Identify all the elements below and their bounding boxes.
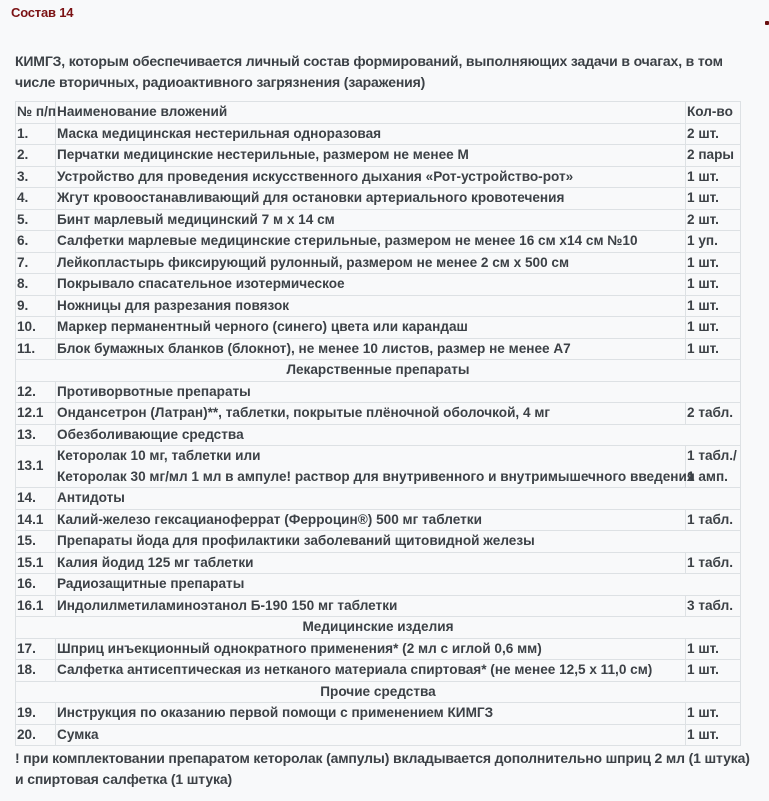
column-header-num: № п/п bbox=[16, 102, 56, 124]
item-qty: 2 табл. bbox=[686, 403, 741, 425]
item-name: Индолилметиламиноэтанол Б-190 150 мг таблетки bbox=[56, 595, 686, 617]
section-label: Медицинские изделия bbox=[16, 617, 741, 639]
row-number: 12. bbox=[16, 381, 56, 403]
group-name: Радиозащитные препараты bbox=[56, 574, 741, 596]
table-row bbox=[16, 317, 741, 339]
group-name: Препараты йода для профилактики заболеваний щитовидной железы bbox=[56, 531, 741, 553]
item-qty bbox=[686, 446, 741, 488]
item-name: Маска медицинская нестерильная одноразовая bbox=[56, 123, 686, 145]
group-row bbox=[16, 574, 741, 596]
column-header-qty: Кол-во bbox=[686, 102, 741, 124]
table-row bbox=[16, 274, 741, 296]
item-name: Лейкопластырь фиксирующий рулонный, размером не менее 2 см х 500 см bbox=[56, 252, 686, 274]
item-qty: 1 шт. bbox=[686, 638, 741, 660]
row-number: 12.1 bbox=[16, 403, 56, 425]
row-number: 15. bbox=[16, 531, 56, 553]
item-qty: 1 шт. bbox=[686, 166, 741, 188]
table-header-row bbox=[16, 102, 741, 124]
item-name-line: Кеторолак 30 мг/мл 1 мл в ампуле! раствор для внутривенного и внутримышечного введения bbox=[57, 468, 695, 484]
item-name: Калия йодид 125 мг таблетки bbox=[56, 552, 686, 574]
row-number: 19. bbox=[16, 703, 56, 725]
section-label: Прочие средства bbox=[16, 681, 741, 703]
item-qty: 1 шт. bbox=[686, 724, 741, 746]
item-name: Блок бумажных бланков (блокнот), не менее 10 листов, размер не менее А7 bbox=[56, 338, 686, 360]
item-name: Салфетка антисептическая из нетканого материала спиртовая* (не менее 12,5 х 11,0 см) bbox=[56, 660, 686, 682]
group-row bbox=[16, 488, 741, 510]
row-number: 18. bbox=[16, 660, 56, 682]
table-row bbox=[16, 446, 741, 488]
row-number: 6. bbox=[16, 231, 56, 253]
item-qty: 1 шт. bbox=[686, 660, 741, 682]
item-qty-line: 1 амп. bbox=[687, 468, 728, 484]
footnote: ! при комплектовании препаратом кеторолак (ампулы) вкладывается дополнительно шприц 2 мл (1 штука) и спиртовая салфетка (1 штука) bbox=[15, 750, 750, 787]
page-title: Состав 14 bbox=[11, 5, 74, 20]
item-name: Ножницы для разрезания повязок bbox=[56, 295, 686, 317]
row-number: 9. bbox=[16, 295, 56, 317]
item-name: Перчатки медицинские нестерильные, размером не менее М bbox=[56, 145, 686, 167]
group-row bbox=[16, 381, 741, 403]
intro-text: КИМГЗ, которым обеспечивается личный состав формирований, выполняющих задачи в очагах, в том числе вторичных, радиоактивного загрязнения (заражения) bbox=[15, 53, 723, 90]
table-row bbox=[16, 509, 741, 531]
item-name: Салфетки марлевые медицинские стерильные, размером не менее 16 см х14 см №10 bbox=[56, 231, 686, 253]
section-label: Лекарственные препараты bbox=[16, 360, 741, 382]
item-qty: 2 пары bbox=[686, 145, 741, 167]
table-row bbox=[16, 188, 741, 210]
table-row bbox=[16, 338, 741, 360]
row-number: 15.1 bbox=[16, 552, 56, 574]
row-number: 14. bbox=[16, 488, 56, 510]
item-qty-line: 1 табл./ bbox=[687, 448, 737, 463]
group-row bbox=[16, 531, 741, 553]
row-number: 4. bbox=[16, 188, 56, 210]
item-qty: 1 шт. bbox=[686, 188, 741, 210]
item-qty: 1 шт. bbox=[686, 295, 741, 317]
table-row bbox=[16, 638, 741, 660]
column-header-name: Наименование вложений bbox=[56, 102, 686, 124]
row-number: 14.1 bbox=[16, 509, 56, 531]
item-qty: 1 уп. bbox=[686, 231, 741, 253]
group-row bbox=[16, 424, 741, 446]
item-name: Калий-железо гексацианоферрат (Ферроцин®) 500 мг таблетки bbox=[56, 509, 686, 531]
section-row bbox=[16, 617, 741, 639]
table-row bbox=[16, 209, 741, 231]
row-number: 8. bbox=[16, 274, 56, 296]
item-name: Покрывало спасательное изотермическое bbox=[56, 274, 686, 296]
table-row bbox=[16, 123, 741, 145]
row-number: 1. bbox=[16, 123, 56, 145]
row-number: 17. bbox=[16, 638, 56, 660]
table-row bbox=[16, 552, 741, 574]
row-number: 7. bbox=[16, 252, 56, 274]
item-qty: 1 шт. bbox=[686, 317, 741, 339]
row-number: 5. bbox=[16, 209, 56, 231]
section-row bbox=[16, 681, 741, 703]
group-name: Антидоты bbox=[56, 488, 741, 510]
row-number: 20. bbox=[16, 724, 56, 746]
row-number: 13.1 bbox=[16, 446, 56, 488]
table-row bbox=[16, 145, 741, 167]
item-name: Устройство для проведения искусственного дыхания «Рот-устройство-рот» bbox=[56, 166, 686, 188]
item-name bbox=[56, 446, 695, 488]
item-name: Шприц инъекционный однократного применения* (2 мл с иглой 0,6 мм) bbox=[56, 638, 686, 660]
item-name: Бинт марлевый медицинский 7 м х 14 см bbox=[56, 209, 686, 231]
item-name: Сумка bbox=[56, 724, 686, 746]
item-qty: 1 табл. bbox=[686, 552, 741, 574]
row-number: 16. bbox=[16, 574, 56, 596]
group-name: Противорвотные препараты bbox=[56, 381, 741, 403]
row-number: 2. bbox=[16, 145, 56, 167]
section-row bbox=[16, 360, 741, 382]
item-qty: 3 табл. bbox=[686, 595, 741, 617]
item-qty: 2 шт. bbox=[686, 123, 741, 145]
table-row bbox=[16, 231, 741, 253]
item-name: Маркер перманентный черного (синего) цвета или карандаш bbox=[56, 317, 686, 339]
kit-contents-table bbox=[15, 101, 741, 746]
item-qty: 1 табл. bbox=[686, 509, 741, 531]
row-number: 10. bbox=[16, 317, 56, 339]
row-number: 3. bbox=[16, 166, 56, 188]
item-qty: 1 шт. bbox=[686, 703, 741, 725]
item-name: Жгут кровоостанавливающий для остановки артериального кровотечения bbox=[56, 188, 686, 210]
item-qty: 1 шт. bbox=[686, 338, 741, 360]
table-row bbox=[16, 166, 741, 188]
corner-marker-icon bbox=[765, 21, 769, 25]
item-name: Инструкция по оказанию первой помощи с применением КИМГЗ bbox=[56, 703, 686, 725]
table-row bbox=[16, 252, 741, 274]
table-row bbox=[16, 403, 741, 425]
item-qty: 1 шт. bbox=[686, 274, 741, 296]
item-name: Ондансетрон (Латран)**, таблетки, покрытые плёночной оболочкой, 4 мг bbox=[56, 403, 686, 425]
item-name-line: Кеторолак 10 мг, таблетки или bbox=[57, 448, 261, 463]
table-row bbox=[16, 660, 741, 682]
row-number: 11. bbox=[16, 338, 56, 360]
row-number: 13. bbox=[16, 424, 56, 446]
item-qty: 2 шт. bbox=[686, 209, 741, 231]
table-row bbox=[16, 595, 741, 617]
row-number: 16.1 bbox=[16, 595, 56, 617]
table-row bbox=[16, 295, 741, 317]
table-row bbox=[16, 724, 741, 746]
item-qty: 1 шт. bbox=[686, 252, 741, 274]
table-row bbox=[16, 703, 741, 725]
group-name: Обезболивающие средства bbox=[56, 424, 741, 446]
